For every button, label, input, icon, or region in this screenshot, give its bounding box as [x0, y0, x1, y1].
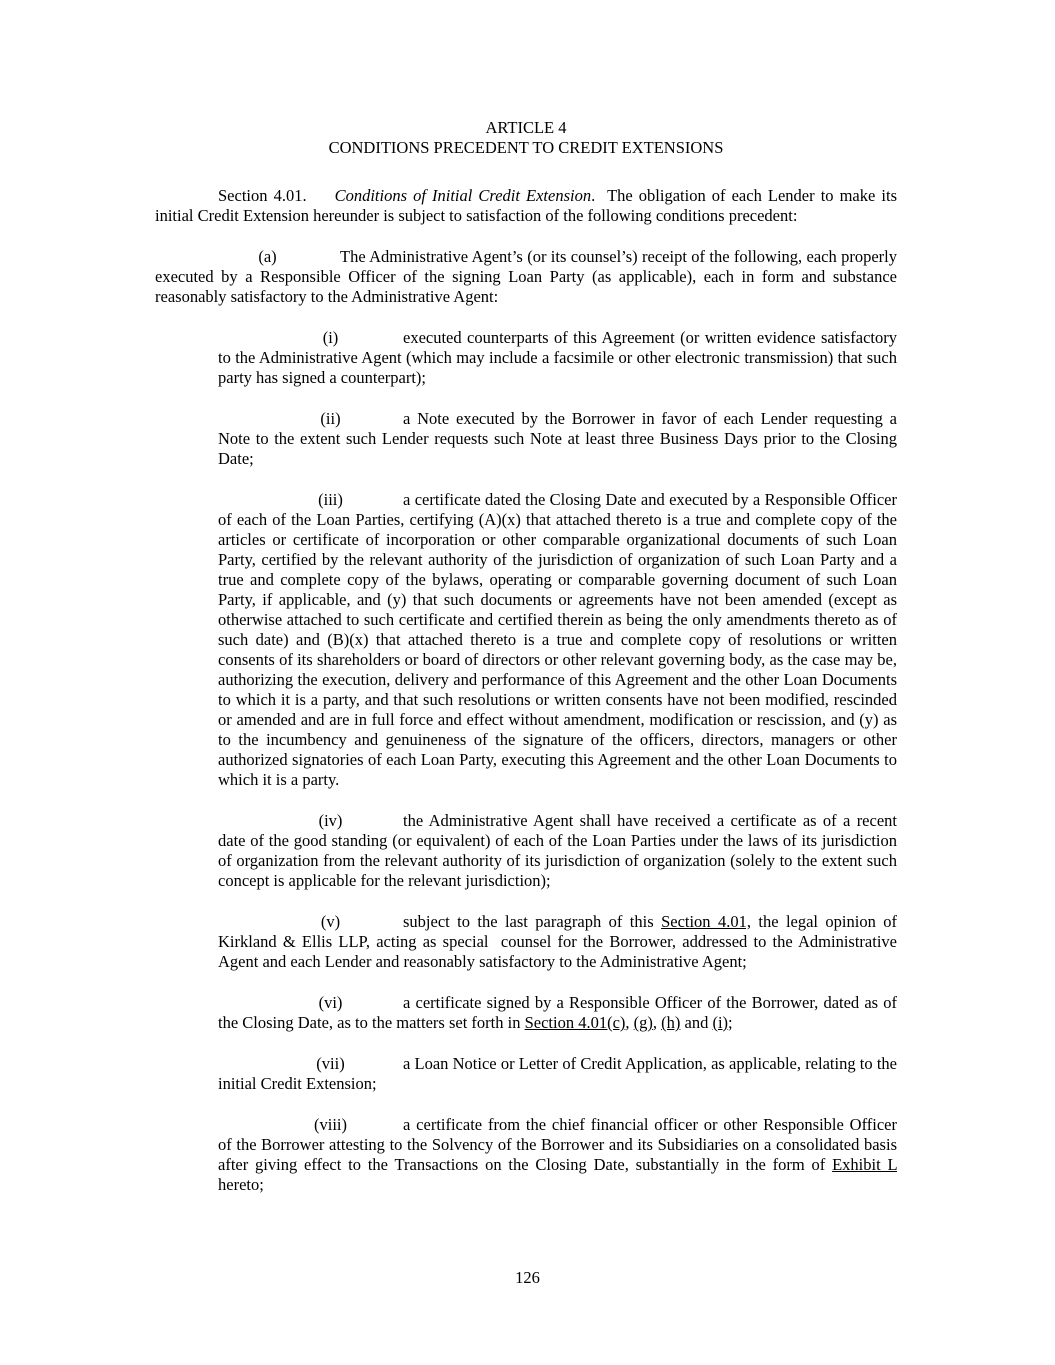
paragraph-item-vii	[218, 1054, 897, 1094]
cross-reference: Section 4.01,	[661, 912, 751, 931]
text-run: ,	[625, 1013, 634, 1032]
page-number: 126	[515, 1268, 540, 1287]
article-heading	[155, 118, 897, 158]
paragraph-item-i	[218, 328, 897, 388]
text-run: a certificate dated the Closing Date and executed by a Responsible Officer of each of the Loan Parties, certifying (A)(x) that attached thereto is a true and complete copy of the articles or certificate of incorporation or other comparable organizational documents of such Loan Party, certified by the relevant authority of the jurisdiction of organization of such Loan Party and a true and complete copy of the bylaws, operating or comparable governing document of such Loan Party, if applicable, and (y) that such documents or agreements have not been amended (except as otherwise attached to such certificate and certified therein as being the only amendments thereto as of such date) and (B)(x) that attached thereto is a true and complete copy of resolutions or written consents of its shareholders or board of directors or other relevant governing body, as the case may be, authorizing the execution, delivery and performance of this Agreement and the other Loan Documents to which it is a party, and that such resolutions or written consents have not been modified, rescinded or amended and are in full force and effect without amendment, modification or rescission, and (y) as to the incumbency and genuineness of the signature of the officers, directors, managers or other authorized signatories of each Loan Party, executing this Agreement and the other Loan Documents to which it is a party.	[218, 490, 897, 789]
clause-a-label: (a)	[258, 247, 277, 266]
text-run: and	[680, 1013, 713, 1032]
item-vii-label: (vii)	[316, 1054, 345, 1073]
paragraph-item-ii	[218, 409, 897, 469]
item-ii-label: (ii)	[320, 409, 341, 428]
article-number: ARTICLE 4	[485, 118, 567, 137]
paragraph-item-viii	[218, 1115, 897, 1195]
text-run: Section 4.01.	[218, 186, 307, 205]
paragraph-item-iii	[218, 490, 897, 790]
text-run: hereto;	[218, 1175, 264, 1194]
text-run: ,	[652, 1013, 662, 1032]
cross-reference: (g)	[633, 1013, 653, 1032]
document-body	[155, 186, 897, 1195]
cross-reference: (h)	[661, 1013, 681, 1032]
section-title-italic: Conditions of Initial Credit Extension	[334, 186, 592, 205]
text-run: executed counterparts of this Agreement (or written evidence satisfactory to the Administrative Agent (which may include a facsimile or other electronic transmission) that such party has signed a counterpart);	[218, 328, 897, 387]
paragraph-clause-a	[155, 247, 897, 307]
paragraph-section-4-01	[155, 186, 897, 226]
paragraph-item-v	[218, 912, 897, 972]
article-title: CONDITIONS PRECEDENT TO CREDIT EXTENSIONS	[328, 138, 724, 157]
text-run: the Administrative Agent shall have received a certificate as of a recent date of the good standing (or equivalent) of each of the Loan Parties under the laws of its jurisdiction of organization from the relevant authority of its jurisdiction of organization (solely to the extent such concept is applicable for the relevant jurisdiction);	[218, 811, 897, 890]
text-run: a Loan Notice or Letter of Credit Application, as applicable, relating to the initial Credit Extension;	[218, 1054, 897, 1093]
item-viii-label: (viii)	[314, 1115, 347, 1134]
text-run: a certificate signed by a Responsible Officer of the Borrower, dated as of the Closing Date, as to the matters set forth in	[218, 993, 897, 1032]
text-run: the legal opinion of Kirkland & Ellis LLP, acting as special counsel for the Borrower, addressed to the Administrative Agent and each Lender and reasonably satisfactory to the Administrative Agent;	[218, 912, 897, 971]
cross-reference: Section 4.01(c)	[524, 1013, 626, 1032]
cross-reference: (i)	[712, 1013, 729, 1032]
cross-reference: Exhibit L	[832, 1155, 897, 1174]
item-iv-label: (iv)	[318, 811, 343, 830]
text-run: . The obligation of each Lender to make its initial Credit Extension hereunder is subject to satisfaction of the following conditions precedent:	[155, 186, 897, 225]
text-run: subject to the last paragraph of this	[403, 912, 662, 931]
text-run: a certificate from the chief financial officer or other Responsible Officer of the Borrower attesting to the Solvency of the Borrower and its Subsidiaries on a consolidated basis after giving effect to the Transactions on the Closing Date, substantially in the form of	[218, 1115, 897, 1174]
text-run: a Note executed by the Borrower in favor of each Lender requesting a Note to the extent such Lender requests such Note at least three Business Days prior to the Closing Date;	[218, 409, 897, 468]
item-iii-label: (iii)	[318, 490, 343, 509]
item-v-label: (v)	[320, 912, 341, 931]
text-run: ;	[728, 1013, 733, 1032]
text-run: The Administrative Agent’s (or its counsel’s) receipt of the following, each properly executed by a Responsible Officer of the signing Loan Party (as applicable), each in form and substance reasonably satisfactory to the Administrative Agent:	[155, 247, 897, 306]
paragraph-item-iv	[218, 811, 897, 891]
item-i-label: (i)	[322, 328, 339, 347]
item-vi-label: (vi)	[318, 993, 343, 1012]
paragraph-item-vi	[218, 993, 897, 1033]
